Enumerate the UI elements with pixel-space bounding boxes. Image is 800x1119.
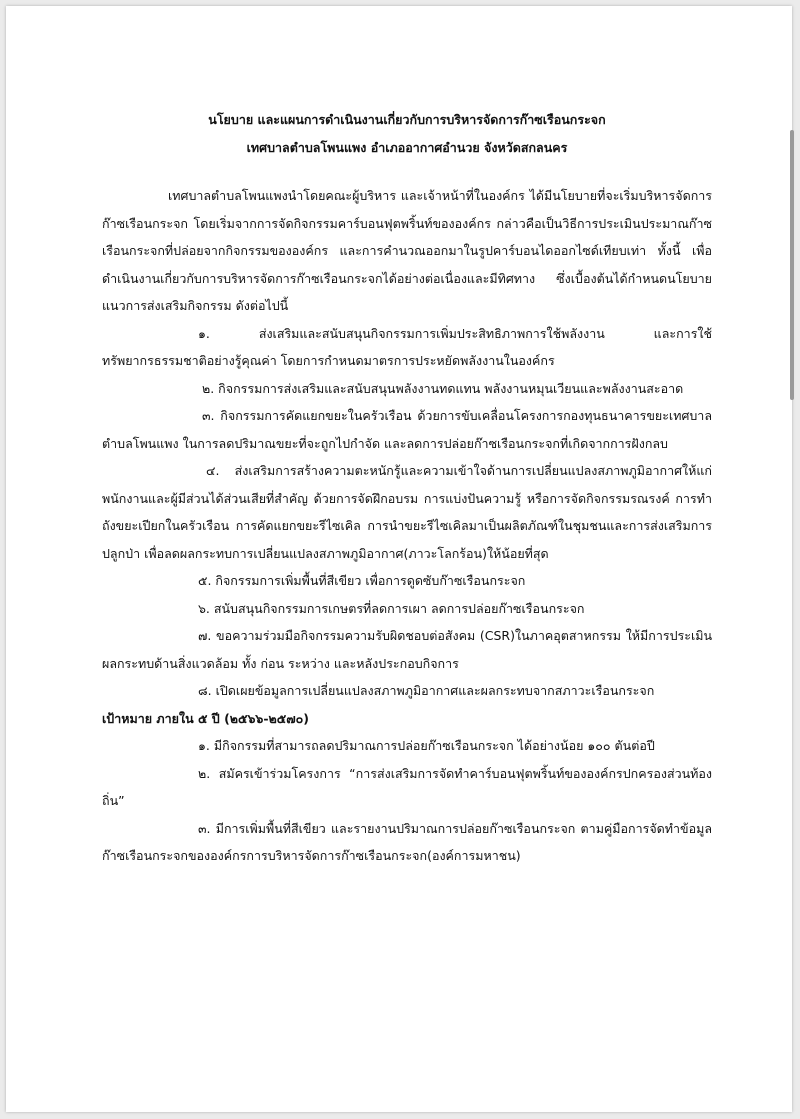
goal-heading: เป้าหมาย ภายใน ๕ ปี (๒๕๖๖-๒๕๗๐) bbox=[102, 710, 309, 726]
policy-item: ๔. ส่งเสริมการสร้างความตะหนักรู้และความเข้าใจด้านการเปลี่ยนแปลงสภาพภูมิอากาศให้แก่พนักงานและผู้มีส่วนได้ส่วนเสียที่สำคัญ ด้วยการจัดฝึกอบรม การแบ่งปันความรู้ หรือการจัดกิจกรรมรณรงค์ การทำถังขยะเปียกในครัวเรือน การคัดแยกขยะรีไซเคิล การนำขยะรีไซเคิลมาเป็นผลิตภัณฑ์ในชุมชนและการส่งเสริมการปลูกป่า เพื่อลดผลกระทบการเปลี่ยนแปลงสภาพภูมิอากาศ(ภาวะโลกร้อน)ให้น้อยที่สุด bbox=[102, 463, 712, 561]
goal-item: ๒. สมัครเข้าร่วมโครงการ “การส่งเสริมการจัดทำคาร์บอนฟุตพริ้นท์ขององค์กรปกครองส่วนท้องถิ่น” bbox=[102, 765, 712, 808]
document-body bbox=[102, 106, 712, 870]
document-subtitle: เทศบาลตำบลโพนแพง อำเภออากาศอำนวย จังหวัดสกลนคร bbox=[246, 139, 568, 155]
policy-item: ๖. สนับสนุนกิจกรรมการเกษตรที่ลดการเผา ลดการปล่อยก๊าซเรือนกระจก bbox=[198, 600, 585, 616]
goal-item: ๓. มีการเพิ่มพื้นที่สีเขียว และรายงานปริมาณการปล่อยก๊าซเรือนกระจก ตามคู่มือการจัดทำข้อมูลก๊าซเรือนกระจกขององค์กรการบริหารจัดการก๊าซเรือนกระจก(องค์การมหาชน) bbox=[102, 820, 712, 863]
scrollbar[interactable] bbox=[790, 130, 794, 400]
document-title: นโยบาย และแผนการดำเนินงานเกี่ยวกับการบริหารจัดการก๊าซเรือนกระจก bbox=[208, 112, 606, 127]
document-page bbox=[6, 6, 792, 1112]
policy-item: ๗. ขอความร่วมมือกิจกรรมความรับผิดชอบต่อสังคม (CSR)ในภาคอุตสาหกรรม ให้มีการประเมินผลกระทบด้านสิ่งแวดล้อม ทั้ง ก่อน ระหว่าง และหลังประกอบกิจการ bbox=[102, 628, 712, 671]
intro-paragraph: เทศบาลตำบลโพนแพงนำโดยคณะผู้บริหาร และเจ้าหน้าที่ในองค์กร ได้มีนโยบายที่จะเริ่มบริหารจัดการก๊าซเรือนกระจก โดยเริ่มจากการจัดกิจกรรมคาร์บอนฟุตพริ้นท์ขององค์กร กล่าวคือเป็นวิธีการประเมินประมาณก๊าซเรือนกระจกที่ปล่อยจากกิจกรรมขององค์กร และการคำนวณออกมาในรูปคาร์บอนไดออกไซด์เทียบเท่า ทั้งนี้ เพื่อดำเนินงานเกี่ยวกับการบริหารจัดการก๊าซเรือนกระจกได้อย่างต่อเนื่องและมีทิศทาง ซึ่งเบื้องต้นได้กำหนดนโยบายแนวการส่งเสริมกิจกรรม ดังต่อไปนี้ bbox=[102, 188, 712, 313]
policy-item: ๕. กิจกรรมการเพิ่มพื้นที่สีเขียว เพื่อการดูดซับก๊าซเรือนกระจก bbox=[198, 573, 526, 588]
policy-item: ๓. กิจกรรมการคัดแยกขยะในครัวเรือน ด้วยการขับเคลื่อนโครงการกองทุนธนาคารขยะเทศบาลตำบลโพนแพง ในการลดปริมาณขยะที่จะถูกไปกำจัด และลดการปล่อยก๊าซเรือนกระจกที่เกิดจากการฝังกลบ bbox=[102, 408, 712, 451]
policy-item: ๒. กิจกรรมการส่งเสริมและสนับสนุนพลังงานทดแทน พลังงานหมุนเวียนและพลังงานสะอาด bbox=[202, 380, 684, 396]
policy-item: ๑. ส่งเสริมและสนับสนุนกิจกรรมการเพิ่มประสิทธิภาพการใช้พลังงาน และการใช้ทรัพยากรธรรมชาติอย่างรู้คุณค่า โดยการกำหนดมาตรการประหยัดพลังงานในองค์กร bbox=[102, 325, 712, 368]
policy-item: ๘. เปิดเผยข้อมูลการเปลี่ยนแปลงสภาพภูมิอากาศและผลกระทบจากสภาวะเรือนกระจก bbox=[198, 683, 655, 698]
goal-item: ๑. มีกิจกรรมที่สามารถลดปริมาณการปล่อยก๊าซเรือนกระจก ได้อย่างน้อย ๑๐๐ ตันต่อปี bbox=[198, 738, 655, 753]
